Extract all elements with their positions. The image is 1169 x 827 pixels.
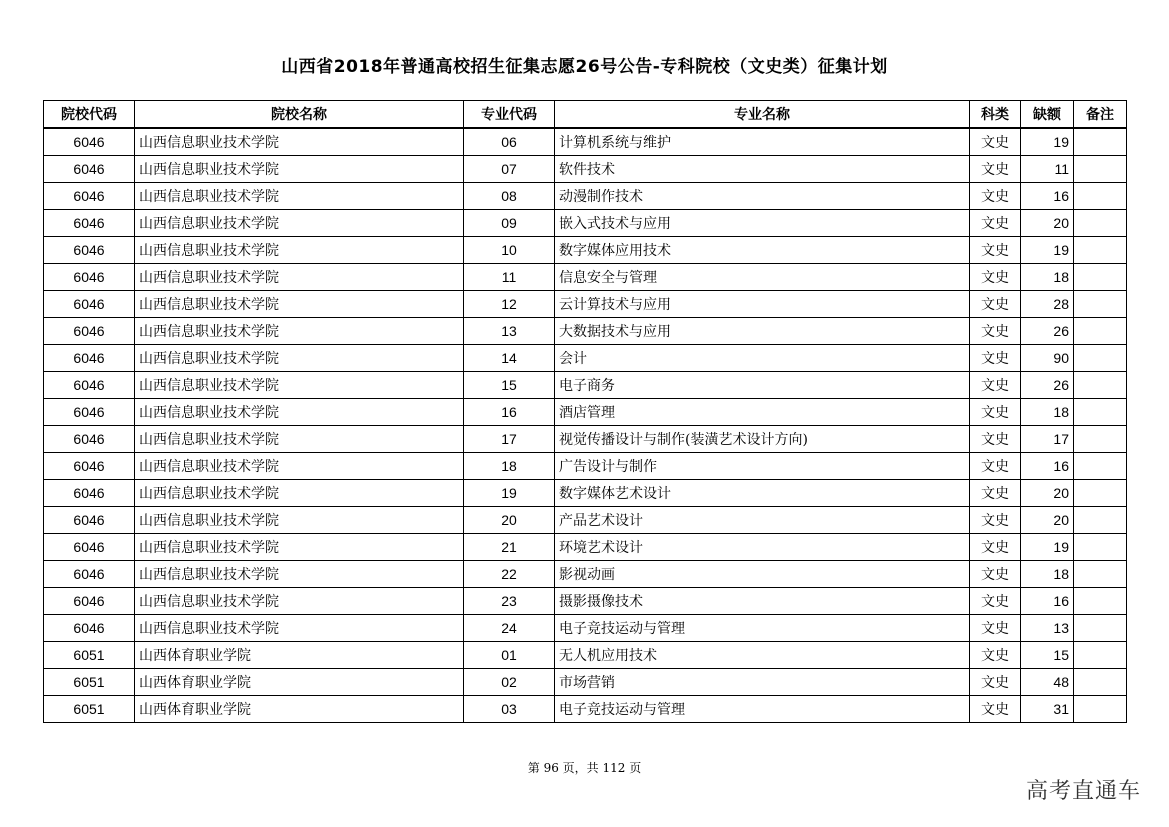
cell-school-name: 山西信息职业技术学院: [135, 237, 464, 264]
cell-school-code: 6046: [44, 615, 135, 642]
table-row: [44, 453, 1127, 480]
cell-major-name: 软件技术: [555, 156, 970, 183]
document-title: 山西省2018年普通高校招生征集志愿26号公告-专科院校（文史类）征集计划: [281, 57, 888, 77]
cell-school-name: 山西信息职业技术学院: [135, 561, 464, 588]
table-row: [44, 156, 1127, 183]
cell-major-name: 产品艺术设计: [555, 507, 970, 534]
table-row: [44, 615, 1127, 642]
cell-major-code: 16: [464, 399, 555, 426]
cell-school-name: 山西信息职业技术学院: [135, 264, 464, 291]
table-row: [44, 480, 1127, 507]
header-category: 科类: [970, 101, 1021, 129]
cell-major-name: 动漫制作技术: [555, 183, 970, 210]
header-school-name: 院校名称: [135, 101, 464, 129]
cell-major-code: 12: [464, 291, 555, 318]
cell-school-code: 6046: [44, 128, 135, 156]
cell-remarks: [1074, 345, 1127, 372]
cell-school-code: 6051: [44, 696, 135, 723]
cell-vacancy: 19: [1021, 128, 1074, 156]
table-row: [44, 128, 1127, 156]
cell-school-name: 山西信息职业技术学院: [135, 345, 464, 372]
enrollment-plan-table: [43, 100, 1127, 723]
cell-major-code: 24: [464, 615, 555, 642]
cell-remarks: [1074, 156, 1127, 183]
table-row: [44, 210, 1127, 237]
cell-vacancy: 48: [1021, 669, 1074, 696]
cell-major-name: 广告设计与制作: [555, 453, 970, 480]
cell-school-name: 山西信息职业技术学院: [135, 615, 464, 642]
cell-vacancy: 11: [1021, 156, 1074, 183]
cell-major-code: 09: [464, 210, 555, 237]
cell-category: 文史: [970, 399, 1021, 426]
cell-remarks: [1074, 615, 1127, 642]
table-row: [44, 399, 1127, 426]
cell-category: 文史: [970, 210, 1021, 237]
cell-vacancy: 13: [1021, 615, 1074, 642]
cell-major-code: 17: [464, 426, 555, 453]
cell-major-code: 02: [464, 669, 555, 696]
cell-school-code: 6046: [44, 507, 135, 534]
cell-major-name: 计算机系统与维护: [555, 128, 970, 156]
cell-major-name: 视觉传播设计与制作(装潢艺术设计方向): [555, 426, 970, 453]
cell-school-name: 山西信息职业技术学院: [135, 534, 464, 561]
cell-school-name: 山西信息职业技术学院: [135, 426, 464, 453]
table-row: [44, 561, 1127, 588]
cell-remarks: [1074, 183, 1127, 210]
cell-remarks: [1074, 128, 1127, 156]
cell-school-code: 6046: [44, 318, 135, 345]
cell-vacancy: 16: [1021, 183, 1074, 210]
cell-major-code: 08: [464, 183, 555, 210]
cell-major-name: 云计算技术与应用: [555, 291, 970, 318]
cell-vacancy: 18: [1021, 561, 1074, 588]
page-footer: 第 96 页，共 112 页: [527, 761, 642, 775]
cell-vacancy: 18: [1021, 264, 1074, 291]
cell-school-code: 6046: [44, 480, 135, 507]
cell-remarks: [1074, 291, 1127, 318]
cell-school-name: 山西信息职业技术学院: [135, 507, 464, 534]
cell-school-name: 山西体育职业学院: [135, 696, 464, 723]
cell-category: 文史: [970, 264, 1021, 291]
cell-major-code: 14: [464, 345, 555, 372]
cell-vacancy: 16: [1021, 588, 1074, 615]
cell-category: 文史: [970, 507, 1021, 534]
cell-school-code: 6046: [44, 345, 135, 372]
cell-major-code: 10: [464, 237, 555, 264]
cell-major-code: 18: [464, 453, 555, 480]
cell-remarks: [1074, 453, 1127, 480]
table-row: [44, 318, 1127, 345]
cell-school-name: 山西信息职业技术学院: [135, 588, 464, 615]
cell-school-code: 6051: [44, 669, 135, 696]
cell-major-code: 20: [464, 507, 555, 534]
cell-school-code: 6046: [44, 561, 135, 588]
cell-remarks: [1074, 372, 1127, 399]
cell-school-name: 山西信息职业技术学院: [135, 318, 464, 345]
header-school-code: 院校代码: [44, 101, 135, 129]
cell-school-name: 山西体育职业学院: [135, 669, 464, 696]
cell-vacancy: 19: [1021, 534, 1074, 561]
cell-category: 文史: [970, 318, 1021, 345]
cell-major-name: 会计: [555, 345, 970, 372]
cell-vacancy: 26: [1021, 372, 1074, 399]
cell-category: 文史: [970, 615, 1021, 642]
cell-major-name: 电子竞技运动与管理: [555, 615, 970, 642]
cell-school-name: 山西信息职业技术学院: [135, 399, 464, 426]
cell-remarks: [1074, 318, 1127, 345]
cell-category: 文史: [970, 291, 1021, 318]
cell-category: 文史: [970, 453, 1021, 480]
cell-remarks: [1074, 534, 1127, 561]
cell-school-name: 山西信息职业技术学院: [135, 210, 464, 237]
table-row: [44, 534, 1127, 561]
cell-vacancy: 15: [1021, 642, 1074, 669]
table-row: [44, 507, 1127, 534]
cell-school-name: 山西信息职业技术学院: [135, 128, 464, 156]
cell-category: 文史: [970, 345, 1021, 372]
cell-remarks: [1074, 399, 1127, 426]
cell-major-name: 嵌入式技术与应用: [555, 210, 970, 237]
cell-remarks: [1074, 669, 1127, 696]
table-row: [44, 264, 1127, 291]
table-row: [44, 642, 1127, 669]
header-major-code: 专业代码: [464, 101, 555, 129]
cell-category: 文史: [970, 426, 1021, 453]
cell-school-name: 山西信息职业技术学院: [135, 291, 464, 318]
cell-school-code: 6046: [44, 156, 135, 183]
watermark: 高考直通车: [1025, 779, 1141, 804]
cell-school-code: 6046: [44, 426, 135, 453]
cell-school-name: 山西信息职业技术学院: [135, 183, 464, 210]
cell-school-code: 6046: [44, 453, 135, 480]
header-major-name: 专业名称: [555, 101, 970, 129]
cell-category: 文史: [970, 237, 1021, 264]
cell-major-name: 数字媒体应用技术: [555, 237, 970, 264]
cell-vacancy: 20: [1021, 480, 1074, 507]
cell-school-code: 6046: [44, 372, 135, 399]
cell-major-name: 摄影摄像技术: [555, 588, 970, 615]
cell-school-code: 6046: [44, 210, 135, 237]
cell-category: 文史: [970, 642, 1021, 669]
cell-major-name: 信息安全与管理: [555, 264, 970, 291]
cell-vacancy: 17: [1021, 426, 1074, 453]
cell-category: 文史: [970, 588, 1021, 615]
cell-vacancy: 31: [1021, 696, 1074, 723]
cell-major-code: 19: [464, 480, 555, 507]
table-row: [44, 345, 1127, 372]
cell-vacancy: 18: [1021, 399, 1074, 426]
cell-vacancy: 16: [1021, 453, 1074, 480]
cell-vacancy: 90: [1021, 345, 1074, 372]
cell-major-name: 电子商务: [555, 372, 970, 399]
cell-category: 文史: [970, 372, 1021, 399]
cell-category: 文史: [970, 480, 1021, 507]
header-remarks: 备注: [1074, 101, 1127, 129]
table-row: [44, 696, 1127, 723]
cell-school-name: 山西体育职业学院: [135, 642, 464, 669]
cell-remarks: [1074, 480, 1127, 507]
table-row: [44, 669, 1127, 696]
cell-major-code: 11: [464, 264, 555, 291]
cell-category: 文史: [970, 183, 1021, 210]
cell-remarks: [1074, 264, 1127, 291]
cell-major-name: 酒店管理: [555, 399, 970, 426]
cell-remarks: [1074, 696, 1127, 723]
cell-major-code: 15: [464, 372, 555, 399]
cell-vacancy: 28: [1021, 291, 1074, 318]
cell-vacancy: 20: [1021, 210, 1074, 237]
cell-major-name: 市场营销: [555, 669, 970, 696]
cell-remarks: [1074, 561, 1127, 588]
table-row: [44, 372, 1127, 399]
cell-major-code: 07: [464, 156, 555, 183]
cell-school-code: 6051: [44, 642, 135, 669]
cell-major-name: 数字媒体艺术设计: [555, 480, 970, 507]
table-row: [44, 291, 1127, 318]
cell-category: 文史: [970, 156, 1021, 183]
cell-major-name: 大数据技术与应用: [555, 318, 970, 345]
cell-remarks: [1074, 426, 1127, 453]
table-row: [44, 237, 1127, 264]
cell-major-code: 01: [464, 642, 555, 669]
cell-category: 文史: [970, 669, 1021, 696]
cell-school-name: 山西信息职业技术学院: [135, 156, 464, 183]
cell-category: 文史: [970, 561, 1021, 588]
cell-major-name: 环境艺术设计: [555, 534, 970, 561]
cell-category: 文史: [970, 128, 1021, 156]
cell-vacancy: 26: [1021, 318, 1074, 345]
cell-school-code: 6046: [44, 237, 135, 264]
cell-major-code: 23: [464, 588, 555, 615]
table-header-row: [44, 101, 1127, 129]
cell-remarks: [1074, 210, 1127, 237]
cell-school-name: 山西信息职业技术学院: [135, 480, 464, 507]
cell-vacancy: 19: [1021, 237, 1074, 264]
cell-remarks: [1074, 237, 1127, 264]
cell-remarks: [1074, 507, 1127, 534]
cell-school-code: 6046: [44, 183, 135, 210]
cell-major-name: 无人机应用技术: [555, 642, 970, 669]
cell-major-code: 21: [464, 534, 555, 561]
cell-major-code: 06: [464, 128, 555, 156]
cell-major-code: 03: [464, 696, 555, 723]
cell-category: 文史: [970, 534, 1021, 561]
cell-school-code: 6046: [44, 399, 135, 426]
table-row: [44, 426, 1127, 453]
table-row: [44, 588, 1127, 615]
cell-remarks: [1074, 642, 1127, 669]
cell-vacancy: 20: [1021, 507, 1074, 534]
cell-school-code: 6046: [44, 264, 135, 291]
cell-school-code: 6046: [44, 291, 135, 318]
cell-major-code: 13: [464, 318, 555, 345]
cell-major-code: 22: [464, 561, 555, 588]
cell-major-name: 影视动画: [555, 561, 970, 588]
header-vacancy: 缺额: [1021, 101, 1074, 129]
cell-school-code: 6046: [44, 534, 135, 561]
cell-school-code: 6046: [44, 588, 135, 615]
cell-category: 文史: [970, 696, 1021, 723]
cell-school-name: 山西信息职业技术学院: [135, 453, 464, 480]
cell-school-name: 山西信息职业技术学院: [135, 372, 464, 399]
cell-remarks: [1074, 588, 1127, 615]
table-row: [44, 183, 1127, 210]
cell-major-name: 电子竞技运动与管理: [555, 696, 970, 723]
